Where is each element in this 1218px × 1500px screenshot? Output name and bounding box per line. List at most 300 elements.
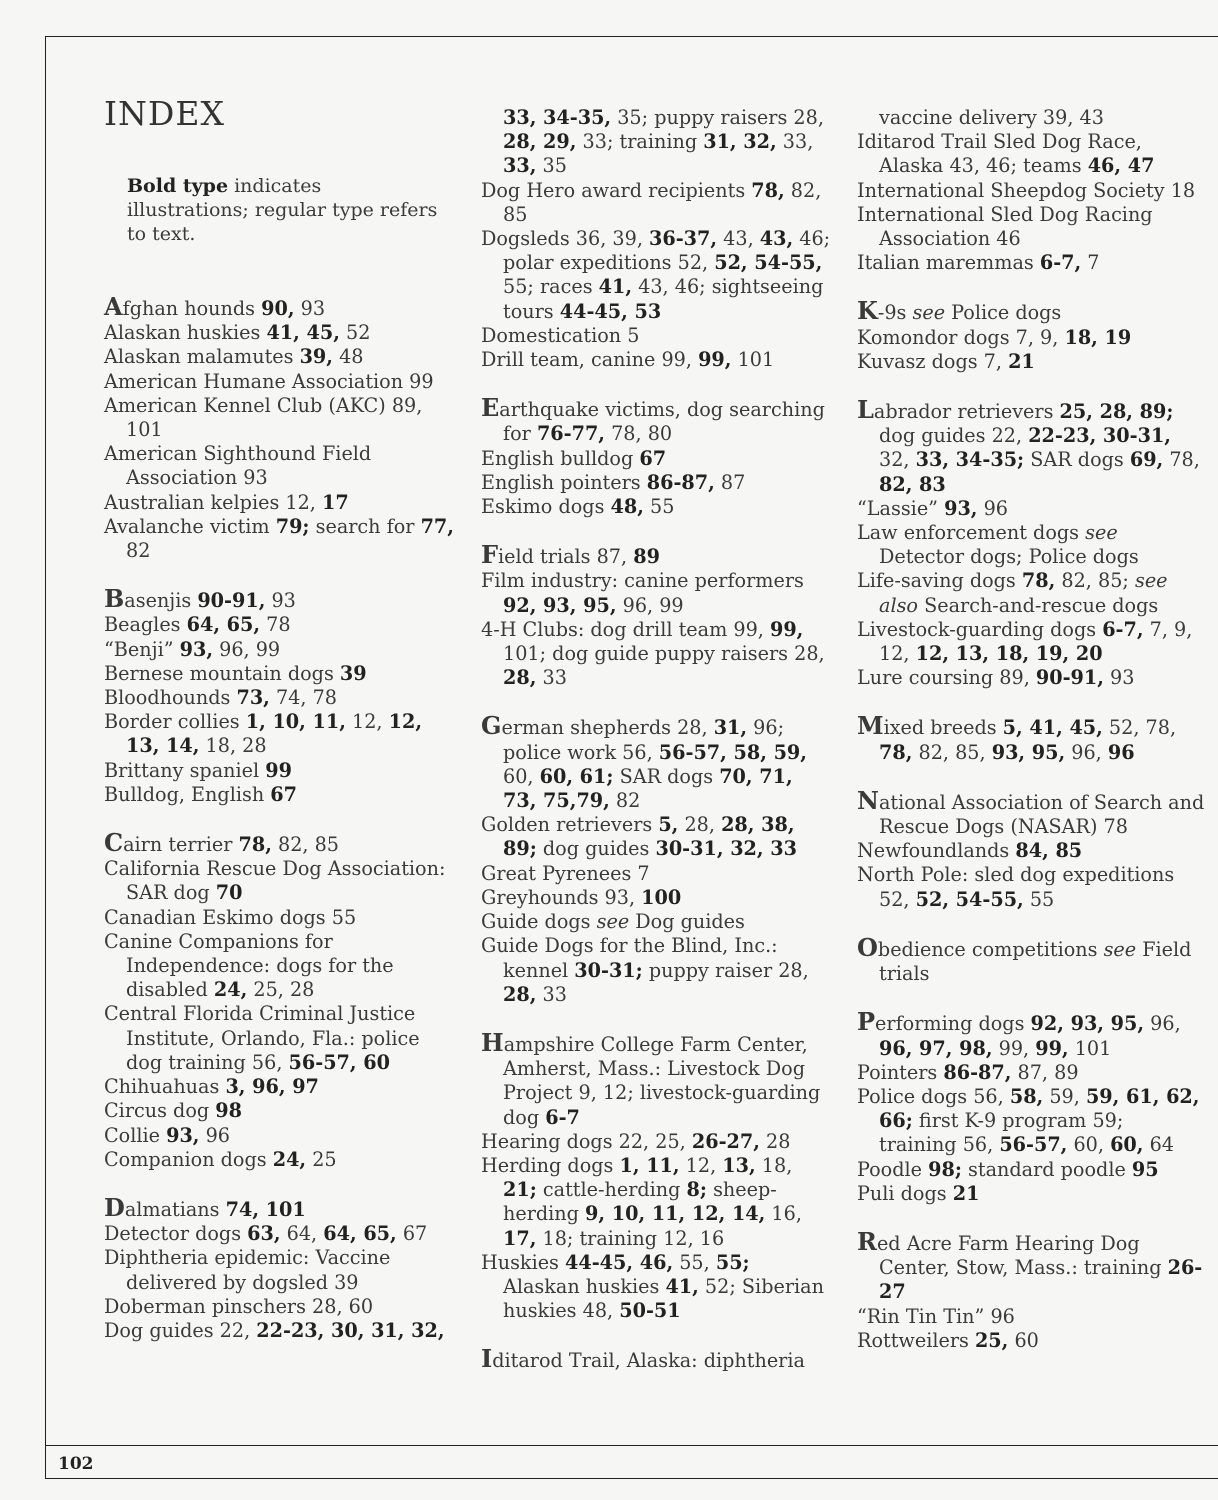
entry-text: ditarod Trail, Alaska: diphtheria bbox=[492, 1349, 805, 1373]
index-entry bbox=[857, 130, 1207, 178]
entry-text: Chihuahuas bbox=[104, 1075, 226, 1099]
entry-text: dog guides 22, bbox=[879, 424, 1029, 448]
illustration-pages: 17, bbox=[503, 1226, 537, 1250]
entry-text: arthquake victims, dog searching for bbox=[499, 398, 825, 446]
index-entry bbox=[104, 1099, 454, 1123]
entry-text: Bernese mountain dogs bbox=[104, 661, 340, 685]
illustration-pages: 98; bbox=[928, 1157, 962, 1181]
intro-bold: Bold type bbox=[127, 175, 229, 197]
illustration-pages: 5, bbox=[658, 813, 679, 837]
entry-text: Avalanche victim bbox=[104, 514, 276, 538]
illustration-pages: 59, 61, 62, 66; bbox=[879, 1084, 1200, 1133]
index-entry-continued bbox=[481, 106, 831, 179]
illustration-pages: 6-7 bbox=[545, 1105, 580, 1129]
entry-text: 96, bbox=[1065, 740, 1108, 764]
entry-text: first K-9 program 59; training 56, bbox=[879, 1109, 1124, 1157]
index-entry bbox=[857, 521, 1207, 569]
entry-text: ampshire College Farm Center, Amherst, Mass.: Livestock Dog Project 9, 12; livestock-guarding dog bbox=[503, 1032, 821, 1129]
entry-text: English bulldog bbox=[481, 446, 640, 470]
illustration-pages: 56-57, 58, 59, bbox=[658, 740, 807, 764]
illustration-pages: 99 bbox=[265, 758, 292, 782]
see-reference: see bbox=[596, 910, 630, 934]
section-gap bbox=[481, 1007, 831, 1031]
illustration-pages: 79; bbox=[275, 514, 310, 538]
index-entry bbox=[104, 759, 454, 783]
illustration-pages: 24, bbox=[213, 978, 248, 1002]
illustration-pages: 99, bbox=[1035, 1036, 1069, 1060]
index-entry bbox=[104, 1124, 454, 1148]
entry-text: 78 bbox=[260, 613, 291, 637]
index-entry bbox=[857, 1329, 1207, 1353]
entry-text: standard poodle bbox=[961, 1157, 1132, 1181]
illustration-pages: 78, bbox=[238, 833, 272, 857]
index-entry bbox=[481, 910, 831, 934]
index-entry bbox=[857, 1305, 1207, 1329]
entry-text: 82, 85, bbox=[912, 740, 992, 764]
entry-text: Livestock-guarding dogs bbox=[857, 617, 1103, 641]
entry-text: bedience competitions bbox=[877, 937, 1104, 961]
section-gap bbox=[481, 372, 831, 396]
illustration-pages: 93, bbox=[944, 496, 978, 520]
illustration-pages: 90-91, bbox=[1035, 666, 1104, 690]
index-entry bbox=[857, 251, 1207, 275]
illustration-pages: 82, 83 bbox=[879, 472, 946, 496]
index-entry bbox=[104, 930, 454, 1003]
illustration-pages: 6-7, bbox=[1102, 617, 1144, 641]
entry-text: 93 bbox=[1103, 666, 1135, 690]
index-entry bbox=[104, 906, 454, 930]
illustration-pages: 12, 13, 14, bbox=[126, 710, 423, 758]
index-entry bbox=[857, 203, 1207, 251]
index-entry bbox=[857, 569, 1207, 617]
entry-text: sheep-herding bbox=[503, 1178, 777, 1226]
illustration-pages: 5, 41, 45, bbox=[1002, 716, 1103, 740]
illustration-pages: 86-87, bbox=[646, 470, 715, 494]
entry-text: American Humane Association 99 bbox=[104, 369, 434, 393]
section-letter: G bbox=[481, 711, 502, 741]
illustration-pages: 39, bbox=[299, 345, 333, 369]
entry-text: Herding dogs bbox=[481, 1153, 620, 1177]
illustration-pages: 73, bbox=[236, 686, 270, 710]
entry-text: Film industry: canine performers bbox=[481, 569, 804, 593]
entry-text: abrador retrievers bbox=[873, 400, 1060, 424]
entry-text: 64 bbox=[1143, 1133, 1174, 1157]
index-entry bbox=[857, 618, 1207, 666]
entry-text: 96, 99 bbox=[213, 637, 281, 661]
illustration-pages: 46, 47 bbox=[1087, 154, 1155, 178]
illustration-pages: 74, 101 bbox=[225, 1197, 306, 1221]
entry-text: 46; polar expeditions 52, bbox=[503, 227, 831, 275]
index-entry bbox=[104, 710, 454, 758]
illustration-pages: 86-87, bbox=[943, 1060, 1012, 1084]
section-letter: M bbox=[857, 711, 884, 741]
entry-text: 55; races bbox=[503, 275, 599, 299]
entry-text: Iditarod Trail Sled Dog Race, Alaska 43, 46; teams bbox=[857, 130, 1142, 178]
illustration-pages: 3, 96, 97 bbox=[225, 1075, 319, 1099]
entry-text: 33; training bbox=[576, 130, 704, 154]
entry-text: Field trials bbox=[879, 937, 1192, 986]
index-entry bbox=[481, 447, 831, 471]
illustration-pages: 96, 97, 98, bbox=[879, 1036, 993, 1060]
illustration-pages: 48, bbox=[610, 495, 644, 519]
illustration-pages: 41, bbox=[598, 275, 633, 299]
section-letter: R bbox=[857, 1226, 877, 1256]
entry-text: 52 bbox=[339, 321, 371, 345]
index-entry bbox=[481, 324, 831, 348]
entry-text: Bulldog, English bbox=[104, 782, 271, 806]
illustration-pages: 9, 10, 11, 12, 14, bbox=[585, 1202, 766, 1226]
entry-text: 96 bbox=[977, 496, 1008, 520]
index-entry bbox=[857, 350, 1207, 374]
index-entry bbox=[104, 370, 454, 394]
entry-text: vaccine delivery 39, 43 bbox=[879, 106, 1104, 129]
illustration-pages: 12, 13, 18, 19, 20 bbox=[915, 642, 1103, 666]
entry-text: “Rin Tin Tin” 96 bbox=[857, 1304, 1015, 1328]
index-entry bbox=[857, 666, 1207, 690]
entry-text: 74, 78 bbox=[269, 686, 338, 710]
index-entry bbox=[857, 1226, 1207, 1305]
entry-text: 60 bbox=[1008, 1328, 1039, 1352]
index-entry bbox=[481, 471, 831, 495]
index-entry bbox=[104, 686, 454, 710]
entry-text: Detector dogs bbox=[104, 1222, 248, 1246]
entry-text: Collie bbox=[104, 1123, 167, 1147]
entry-text: SAR dogs bbox=[1024, 448, 1130, 472]
illustration-pages: 26-27, bbox=[691, 1129, 760, 1153]
entry-text: 25, 28 bbox=[247, 978, 315, 1002]
index-entry bbox=[481, 495, 831, 519]
entry-text: erman shepherds 28, bbox=[501, 716, 714, 740]
illustration-pages: 43, bbox=[759, 227, 794, 251]
index-entry bbox=[104, 491, 454, 515]
entry-text: Drill team, canine 99, bbox=[481, 348, 699, 372]
illustration-pages: 76-77, bbox=[536, 422, 605, 446]
entry-text: Law enforcement dogs bbox=[857, 521, 1086, 545]
entry-text: 32, bbox=[879, 448, 916, 472]
index-entry bbox=[857, 839, 1207, 863]
index-entry bbox=[481, 1154, 831, 1251]
entry-text: Huskies bbox=[481, 1250, 566, 1274]
entry-text: dog guides bbox=[536, 837, 656, 861]
illustration-pages: 92, 93, 95, bbox=[503, 593, 617, 617]
entry-text: ield trials 87, bbox=[498, 545, 634, 569]
index-entry bbox=[104, 828, 454, 858]
index-entry bbox=[857, 179, 1207, 203]
entry-text: ed Acre Farm Hearing Dog Center, Stow, Mass.: training bbox=[876, 1231, 1168, 1280]
entry-text: 101 bbox=[1068, 1036, 1112, 1060]
entry-text: ixed breeds bbox=[883, 716, 1003, 740]
illustration-pages: 50-51 bbox=[619, 1299, 681, 1323]
index-entry bbox=[481, 569, 831, 617]
section-letter: O bbox=[857, 932, 878, 962]
illustration-pages: 41, bbox=[665, 1274, 699, 1298]
illustration-pages: 13, bbox=[722, 1153, 756, 1177]
entry-text: Dogsleds 36, 39, bbox=[481, 227, 650, 251]
entry-text: 93 bbox=[294, 297, 326, 320]
index-entry bbox=[104, 292, 454, 321]
illustration-pages: 26-27 bbox=[879, 1256, 1203, 1304]
entry-text: 33, bbox=[776, 130, 814, 154]
entry-text: 60, bbox=[1067, 1133, 1111, 1157]
entry-text: 87, 89 bbox=[1011, 1060, 1079, 1084]
section-gap bbox=[857, 690, 1207, 714]
illustration-pages: 8; bbox=[686, 1178, 707, 1202]
section-letter: L bbox=[857, 395, 874, 425]
illustration-pages: 21 bbox=[1008, 349, 1035, 373]
illustration-pages: 78, bbox=[1021, 569, 1056, 593]
illustration-pages: 52, 54-55, bbox=[915, 887, 1024, 911]
illustration-pages: 100 bbox=[641, 885, 682, 909]
index-entry bbox=[104, 1075, 454, 1099]
illustration-pages: 21 bbox=[952, 1181, 980, 1205]
entry-text: 33 bbox=[536, 982, 567, 1006]
index-entry bbox=[104, 584, 454, 614]
illustration-pages: 41, 45, bbox=[266, 321, 340, 345]
illustration-pages: 28, 38, 89; bbox=[503, 813, 795, 861]
entry-text: Brittany spaniel bbox=[104, 758, 266, 782]
entry-text: Great Pyrenees 7 bbox=[481, 861, 650, 885]
entry-text: Lure coursing 89, bbox=[857, 666, 1036, 690]
illustration-pages: 60, bbox=[1110, 1133, 1144, 1157]
illustration-pages: 70, 71, 73, 75,79, bbox=[503, 764, 793, 813]
entry-text: 87 bbox=[714, 470, 746, 494]
index-entry bbox=[481, 540, 831, 570]
entry-text: 55 bbox=[1023, 887, 1055, 911]
index-entry bbox=[104, 1295, 454, 1319]
index-entry bbox=[857, 863, 1207, 911]
entry-text: Newfoundlands bbox=[857, 839, 1016, 863]
index-entry bbox=[857, 785, 1207, 839]
entry-text: Police dogs 56, bbox=[857, 1084, 1010, 1108]
section-gap bbox=[104, 807, 454, 831]
page-frame-left bbox=[45, 36, 46, 1478]
illustration-pages: 55; bbox=[715, 1250, 750, 1274]
illustration-pages: 93, 95, bbox=[991, 740, 1066, 764]
illustration-pages: 31, bbox=[713, 716, 748, 740]
entry-text: 28, bbox=[678, 813, 722, 837]
index-entry-continued bbox=[857, 106, 1207, 130]
index-entry bbox=[104, 638, 454, 662]
index-entry bbox=[481, 1027, 831, 1130]
index-entry bbox=[481, 393, 831, 446]
entry-text: 35; puppy raisers 28, bbox=[611, 106, 824, 129]
page-frame-top bbox=[45, 36, 1218, 37]
entry-text: Rottweilers bbox=[857, 1328, 975, 1352]
index-entry bbox=[857, 1061, 1207, 1085]
section-letter: F bbox=[481, 540, 499, 570]
index-entry bbox=[857, 497, 1207, 521]
index-entry bbox=[857, 1158, 1207, 1182]
entry-text: 82, 85; bbox=[1055, 569, 1135, 593]
entry-text: Eskimo dogs bbox=[481, 495, 611, 519]
illustration-pages: 18, 19 bbox=[1064, 325, 1132, 349]
illustration-pages: 99, bbox=[698, 348, 732, 372]
illustration-pages: 93, bbox=[166, 1123, 200, 1147]
illustration-pages: 67 bbox=[270, 782, 297, 806]
entry-text: Domestication 5 bbox=[481, 323, 640, 347]
entry-text: 64, bbox=[280, 1222, 324, 1246]
entry-text: fghan hounds bbox=[122, 297, 262, 320]
index-entry bbox=[481, 618, 831, 691]
index-entry bbox=[481, 862, 831, 886]
illustration-pages: 60, 61; bbox=[539, 764, 614, 788]
entry-text: Canadian Eskimo dogs 55 bbox=[104, 905, 357, 929]
illustration-pages: 77, bbox=[420, 514, 454, 538]
illustration-pages: 92, 93, 95, bbox=[1030, 1012, 1145, 1036]
entry-text: Hearing dogs 22, 25, bbox=[481, 1129, 692, 1153]
entry-text: 59, bbox=[1043, 1084, 1086, 1108]
entry-text: International Sled Dog Racing Association 46 bbox=[857, 202, 1153, 251]
section-letter: P bbox=[857, 1007, 876, 1037]
section-gap bbox=[104, 563, 454, 587]
illustration-pages: 99, bbox=[769, 617, 804, 641]
index-entry bbox=[481, 711, 831, 813]
index-entry bbox=[857, 326, 1207, 350]
illustration-pages: 25, 28, 89; bbox=[1059, 400, 1174, 424]
entry-text: airn terrier bbox=[123, 833, 239, 857]
index-entry bbox=[857, 932, 1207, 986]
section-gap bbox=[857, 986, 1207, 1010]
section-letter: C bbox=[104, 828, 124, 858]
index-entry bbox=[104, 1222, 454, 1246]
entry-text: almatians bbox=[124, 1197, 226, 1221]
see-reference: see also bbox=[879, 569, 1168, 617]
entry-text: Life-saving dogs bbox=[857, 569, 1022, 593]
section-letter: K bbox=[857, 296, 878, 326]
illustration-pages: 95 bbox=[1131, 1157, 1159, 1181]
entry-text: 35 bbox=[536, 154, 567, 178]
section-gap bbox=[857, 765, 1207, 789]
index-intro bbox=[127, 174, 447, 246]
illustration-pages: 84, 85 bbox=[1015, 839, 1083, 863]
entry-text: 96 bbox=[199, 1123, 231, 1147]
illustration-pages: 25, bbox=[974, 1328, 1009, 1352]
entry-text: Alaskan malamutes bbox=[104, 345, 300, 369]
index-entry bbox=[481, 179, 831, 227]
index-entry bbox=[857, 1182, 1207, 1206]
index-entry bbox=[104, 1319, 454, 1343]
entry-text: 55, bbox=[673, 1250, 716, 1274]
index-entry bbox=[104, 1002, 454, 1075]
section-gap bbox=[857, 275, 1207, 299]
entry-text: asenjis bbox=[124, 589, 198, 613]
section-letter: D bbox=[104, 1192, 125, 1222]
section-gap bbox=[857, 374, 1207, 398]
entry-text: 18, 28 bbox=[199, 734, 267, 758]
entry-text: American Kennel Club (AKC) 89, 101 bbox=[104, 393, 423, 442]
entry-text: 82 bbox=[126, 539, 151, 563]
entry-text: Companion dogs bbox=[104, 1147, 273, 1171]
section-letter: E bbox=[481, 393, 500, 423]
entry-text: Dog Hero award recipients bbox=[481, 178, 752, 202]
entry-text: Dog guides bbox=[629, 910, 745, 934]
entry-text: International Sheepdog Society 18 bbox=[857, 178, 1196, 202]
illustration-pages: 28, 29, bbox=[503, 130, 577, 154]
index-entry bbox=[481, 1344, 831, 1374]
index-entry bbox=[104, 1192, 454, 1222]
section-letter: N bbox=[857, 785, 879, 815]
index-entry bbox=[857, 1085, 1207, 1158]
entry-text: Alaskan huskies bbox=[104, 321, 267, 345]
section-gap bbox=[857, 1206, 1207, 1230]
entry-text: 96, 99 bbox=[616, 593, 684, 617]
entry-text: 60, bbox=[503, 764, 540, 788]
entry-text: 96, bbox=[1144, 1012, 1181, 1036]
illustration-pages: 44-45, 46, bbox=[565, 1250, 674, 1274]
entry-text: 101; dog guide puppy raisers 28, bbox=[503, 642, 825, 666]
index-entry bbox=[104, 515, 454, 563]
illustration-pages: 69, bbox=[1129, 448, 1164, 472]
entry-text: 67 bbox=[396, 1222, 428, 1246]
entry-text: 52, 78, bbox=[1102, 716, 1177, 740]
entry-text: Beagles bbox=[104, 613, 187, 637]
entry-text: 82, 85 bbox=[271, 833, 340, 857]
illustration-pages: 58, bbox=[1009, 1084, 1044, 1108]
entry-text: Alaskan huskies bbox=[503, 1274, 666, 1298]
index-entry bbox=[481, 348, 831, 372]
entry-text: 96; police work 56, bbox=[503, 716, 785, 764]
illustration-pages: 78, bbox=[879, 740, 913, 764]
entry-text: Italian maremmas bbox=[857, 251, 1040, 275]
illustration-pages: 31, 32, bbox=[703, 130, 777, 154]
entry-text: California Rescue Dog Association: SAR dog bbox=[104, 857, 446, 905]
illustration-pages: 90-91, bbox=[197, 589, 266, 613]
entry-text: 93 bbox=[265, 589, 296, 613]
index-entry bbox=[104, 321, 454, 345]
illustration-pages: 78, bbox=[751, 178, 785, 202]
entry-text: cattle-herding bbox=[536, 1178, 687, 1202]
illustration-pages: 64, 65, bbox=[186, 613, 261, 637]
index-entry bbox=[481, 1130, 831, 1154]
index-entry bbox=[481, 227, 831, 324]
entry-text: “Lassie” bbox=[857, 496, 945, 520]
entry-text: Pointers bbox=[857, 1060, 944, 1084]
illustration-pages: 70 bbox=[215, 881, 243, 905]
index-entry bbox=[104, 1148, 454, 1172]
illustration-pages: 28, bbox=[503, 666, 537, 690]
entry-text: Bloodhounds bbox=[104, 686, 237, 710]
entry-text: Australian kelpies 12, bbox=[104, 490, 323, 514]
index-column-2 bbox=[481, 106, 831, 1374]
see-reference: see bbox=[912, 301, 946, 325]
illustration-pages: 56-57, bbox=[999, 1133, 1068, 1157]
entry-text: 82, 85 bbox=[503, 178, 822, 226]
illustration-pages: 21; bbox=[503, 1178, 537, 1202]
index-entry bbox=[104, 662, 454, 686]
illustration-pages: 24, bbox=[272, 1147, 307, 1171]
entry-text: 12, bbox=[679, 1153, 723, 1177]
illustration-pages: 44-45, 53 bbox=[559, 299, 662, 323]
illustration-pages: 56-57, 60 bbox=[288, 1050, 390, 1074]
illustration-pages: 30-31, 32, 33 bbox=[655, 837, 797, 861]
index-column-3 bbox=[857, 106, 1207, 1353]
page-number: 102 bbox=[58, 1454, 94, 1474]
entry-text: Border collies bbox=[104, 710, 246, 734]
entry-text: 12, bbox=[345, 710, 389, 734]
illustration-pages: 89 bbox=[633, 545, 660, 569]
page-title: INDEX bbox=[104, 94, 225, 133]
index-entry bbox=[104, 394, 454, 442]
illustration-pages: 39 bbox=[339, 661, 367, 685]
entry-text: American Sighthound Field Association 93 bbox=[104, 442, 372, 490]
illustration-pages: 28, bbox=[503, 982, 537, 1006]
entry-text: 82 bbox=[609, 789, 641, 813]
see-reference: see bbox=[1103, 937, 1137, 961]
illustration-pages: 63, bbox=[247, 1222, 281, 1246]
illustration-pages: 36-37, bbox=[649, 227, 718, 251]
entry-text: 18, bbox=[755, 1153, 793, 1177]
entry-text: 78, bbox=[1163, 448, 1200, 472]
